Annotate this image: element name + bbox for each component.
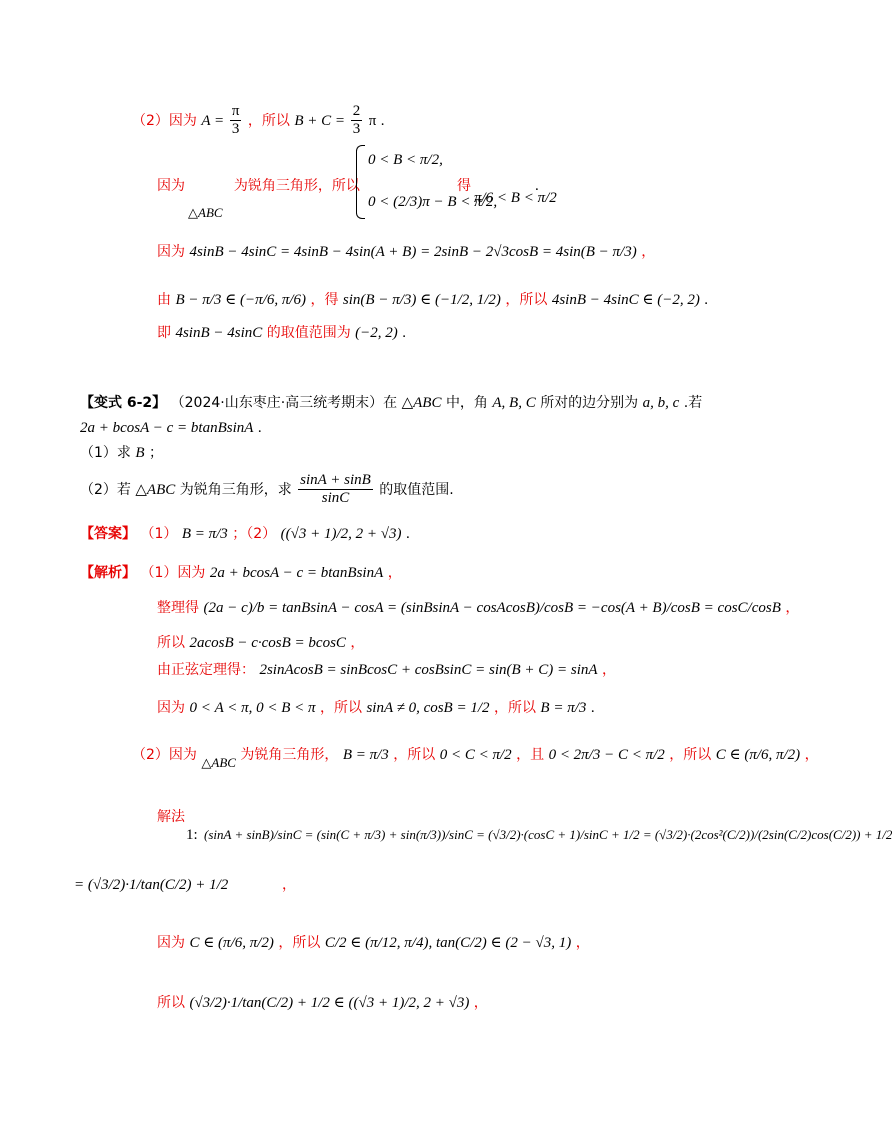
math-expr: 4sinB − 4sinC: [175, 325, 263, 341]
tail-line-2: [157, 993, 488, 1013]
text: 为锐角三角形，所以: [233, 178, 360, 194]
punct: .: [405, 526, 410, 542]
method-cont: = (√3/2)·1/tan(C/2) + 1/2: [74, 877, 229, 893]
answer-label: 【答案】: [80, 526, 136, 542]
punct: .: [704, 292, 709, 308]
text: 因为: [157, 700, 185, 716]
math-expr: sin(B − π/3) ∈ (−1/2, 1/2): [342, 292, 501, 308]
system-line-1: 0 < B < π/2,: [368, 152, 443, 168]
part2-sol-line: [132, 745, 819, 770]
variant-line-2: [80, 418, 262, 438]
text: （1）求: [80, 445, 131, 461]
text: 因为: [157, 178, 185, 194]
math-expr: 4sinB − 4sinC = 4sinB − 4sin(A + B) = 2sinB − 2√3cosB = 4sin(B − π/3): [189, 244, 637, 260]
math-expr: 4sinB − 4sinC ∈ (−2, 2): [551, 292, 700, 308]
solution-line-3: [157, 633, 364, 653]
punct: .: [380, 112, 385, 129]
text: 所以: [157, 995, 185, 1011]
p2-line-d: [157, 290, 708, 310]
text: 因为: [157, 244, 185, 260]
math-expr: 0 < 2π/3 − C < π/2: [548, 747, 665, 763]
punct: ，: [350, 635, 365, 651]
punct: ，: [387, 565, 402, 581]
math-expr: C ∈ (π/6, π/2): [189, 935, 274, 951]
text: （2）若: [80, 481, 131, 498]
text: （2）因为: [132, 112, 197, 129]
math-bc: B + C =: [294, 112, 349, 129]
text: （1）: [140, 526, 178, 542]
frac-2-3: $\frac{2}{3}$: [352, 103, 361, 138]
solution-line-1: [80, 563, 402, 583]
system-brace: [356, 145, 365, 219]
punct: .: [402, 325, 406, 341]
punct: ；: [149, 445, 163, 461]
punct: ，: [785, 600, 800, 616]
p2-de: 得: [457, 178, 471, 194]
math-expr: (√3/2)·1/tan(C/2) + 1/2 ∈ ((√3 + 1)/2, 2 + √3): [189, 995, 470, 1011]
punct: ，: [575, 935, 590, 951]
text: ，且: [516, 747, 545, 763]
text: 即: [157, 325, 171, 341]
solution-line-4: [157, 660, 616, 680]
punct: ，: [602, 662, 617, 678]
math-angles: A, B, C: [492, 395, 536, 411]
text: 中，角: [445, 395, 488, 411]
p2-result: π/6 < B < π/2: [474, 190, 557, 206]
math-sides: a, b, c: [642, 395, 680, 411]
text: 整理得: [157, 600, 199, 616]
math-abc: △ABC: [401, 395, 442, 411]
text: ，得: [310, 292, 339, 308]
text: ；（2）: [232, 526, 277, 542]
math-expr: C ∈ (π/6, π/2): [715, 747, 801, 763]
text: 由正弦定理得：: [157, 662, 255, 678]
text: ，所以: [493, 700, 536, 716]
p2-line-b-text: [157, 176, 360, 196]
punct: .: [257, 420, 262, 436]
text: ，所以: [505, 292, 548, 308]
text: ，所以: [393, 747, 436, 763]
text: 所以: [157, 635, 185, 651]
text: （2024·山东枣庄·高三统考期末）在: [170, 395, 398, 411]
p2-line-e: [157, 323, 406, 343]
frac-sin: $\frac{\sin A + \sin B}{\sin C}$: [300, 472, 371, 507]
variant-label: 【变式 6-2】: [80, 395, 167, 411]
math-a-eq: A =: [201, 112, 228, 129]
tail-line-1: [157, 933, 590, 953]
math-expr: 0 < C < π/2: [439, 747, 512, 763]
text: 所对的边分别为: [540, 395, 639, 411]
math-expr: B = π/3: [342, 747, 389, 763]
text: （2）因为: [132, 747, 197, 763]
punct: ，: [804, 747, 819, 763]
text: ，所以: [319, 700, 362, 716]
text: ，所以: [247, 112, 290, 129]
answer-line: [80, 524, 410, 544]
math-expr: 0 < A < π, 0 < B < π: [189, 700, 316, 716]
text: 因为: [157, 935, 185, 951]
text: ，所以: [669, 747, 712, 763]
math-abc: △ABC: [201, 755, 236, 770]
text: 为锐角三角形，求: [179, 481, 292, 498]
math-answer-1: B = π/3: [181, 526, 228, 542]
text: 的取值范围为: [266, 325, 351, 341]
math-expr: (−2, 2): [355, 325, 398, 341]
method-number: 1:: [186, 827, 198, 843]
method-label: 解法: [157, 809, 185, 825]
p2-line-a: [132, 103, 385, 139]
math-expr: 2acosB − c·cosB = bcosC: [189, 635, 346, 651]
punct: .: [590, 700, 595, 716]
text: ，所以: [278, 935, 321, 951]
solution-line-2: [157, 598, 799, 618]
math-expr: 2a + bcosA − c = btanBsinA: [209, 565, 384, 581]
solution-label: 【解析】: [80, 565, 136, 581]
math-expr: (2a − c)/b = tanBsinA − cosA = (sinBsinA − cosAcosB)/cosB = −cos(A + B)/cosB = cosC/cosB: [203, 600, 781, 616]
math-expr: sinA ≠ 0, cosB = 1/2: [366, 700, 490, 716]
math-condition: 2a + bcosA − c = btanBsinA: [80, 420, 254, 436]
text: 由: [157, 292, 171, 308]
text: .若: [683, 395, 703, 411]
punct: ，: [641, 244, 656, 260]
punct: ，: [282, 877, 296, 893]
text: 的取值范围.: [379, 481, 454, 498]
variant-q2: [80, 472, 454, 508]
solution-line-5: [157, 698, 595, 718]
p2-line-c: [157, 242, 655, 262]
variant-line-1: [80, 393, 702, 413]
math-expr: B = π/3: [540, 700, 587, 716]
math-expr: 2sinAcosB = sinBcosC + cosBsinC = sin(B + C) = sinA: [259, 662, 598, 678]
text: 为锐角三角形，: [240, 747, 339, 763]
punct: .: [535, 178, 539, 194]
frac-pi-3: $\frac{\pi}{3}$: [231, 103, 240, 138]
text: （1）因为: [140, 565, 206, 581]
method-expr: (sinA + sinB)/sinC = (sin(C + π/3) + sin(π/3))/sinC = (√3/2)·(cosC + 1)/sinC + 1/2 = (√3/2)·(2cos²(C/2))/(2sin(C/2)cos(C/2)) + 1/2: [204, 827, 892, 842]
math-abc: △ABC: [135, 481, 176, 498]
math-expr: C/2 ∈ (π/12, π/4), tan(C/2) ∈ (2 − √3, 1): [324, 935, 572, 951]
math-pi: π: [368, 112, 377, 129]
punct: ，: [473, 995, 488, 1011]
math-b: B: [135, 445, 145, 461]
p2-abc-label: △ABC: [188, 205, 223, 220]
system-line-2: 0 < (2/3)π − B < π/2,: [368, 194, 498, 210]
math-expr: B − π/3 ∈ (−π/6, π/6): [175, 292, 306, 308]
variant-q1: [80, 443, 163, 463]
math-answer-2: ((√3 + 1)/2, 2 + √3): [280, 526, 402, 542]
